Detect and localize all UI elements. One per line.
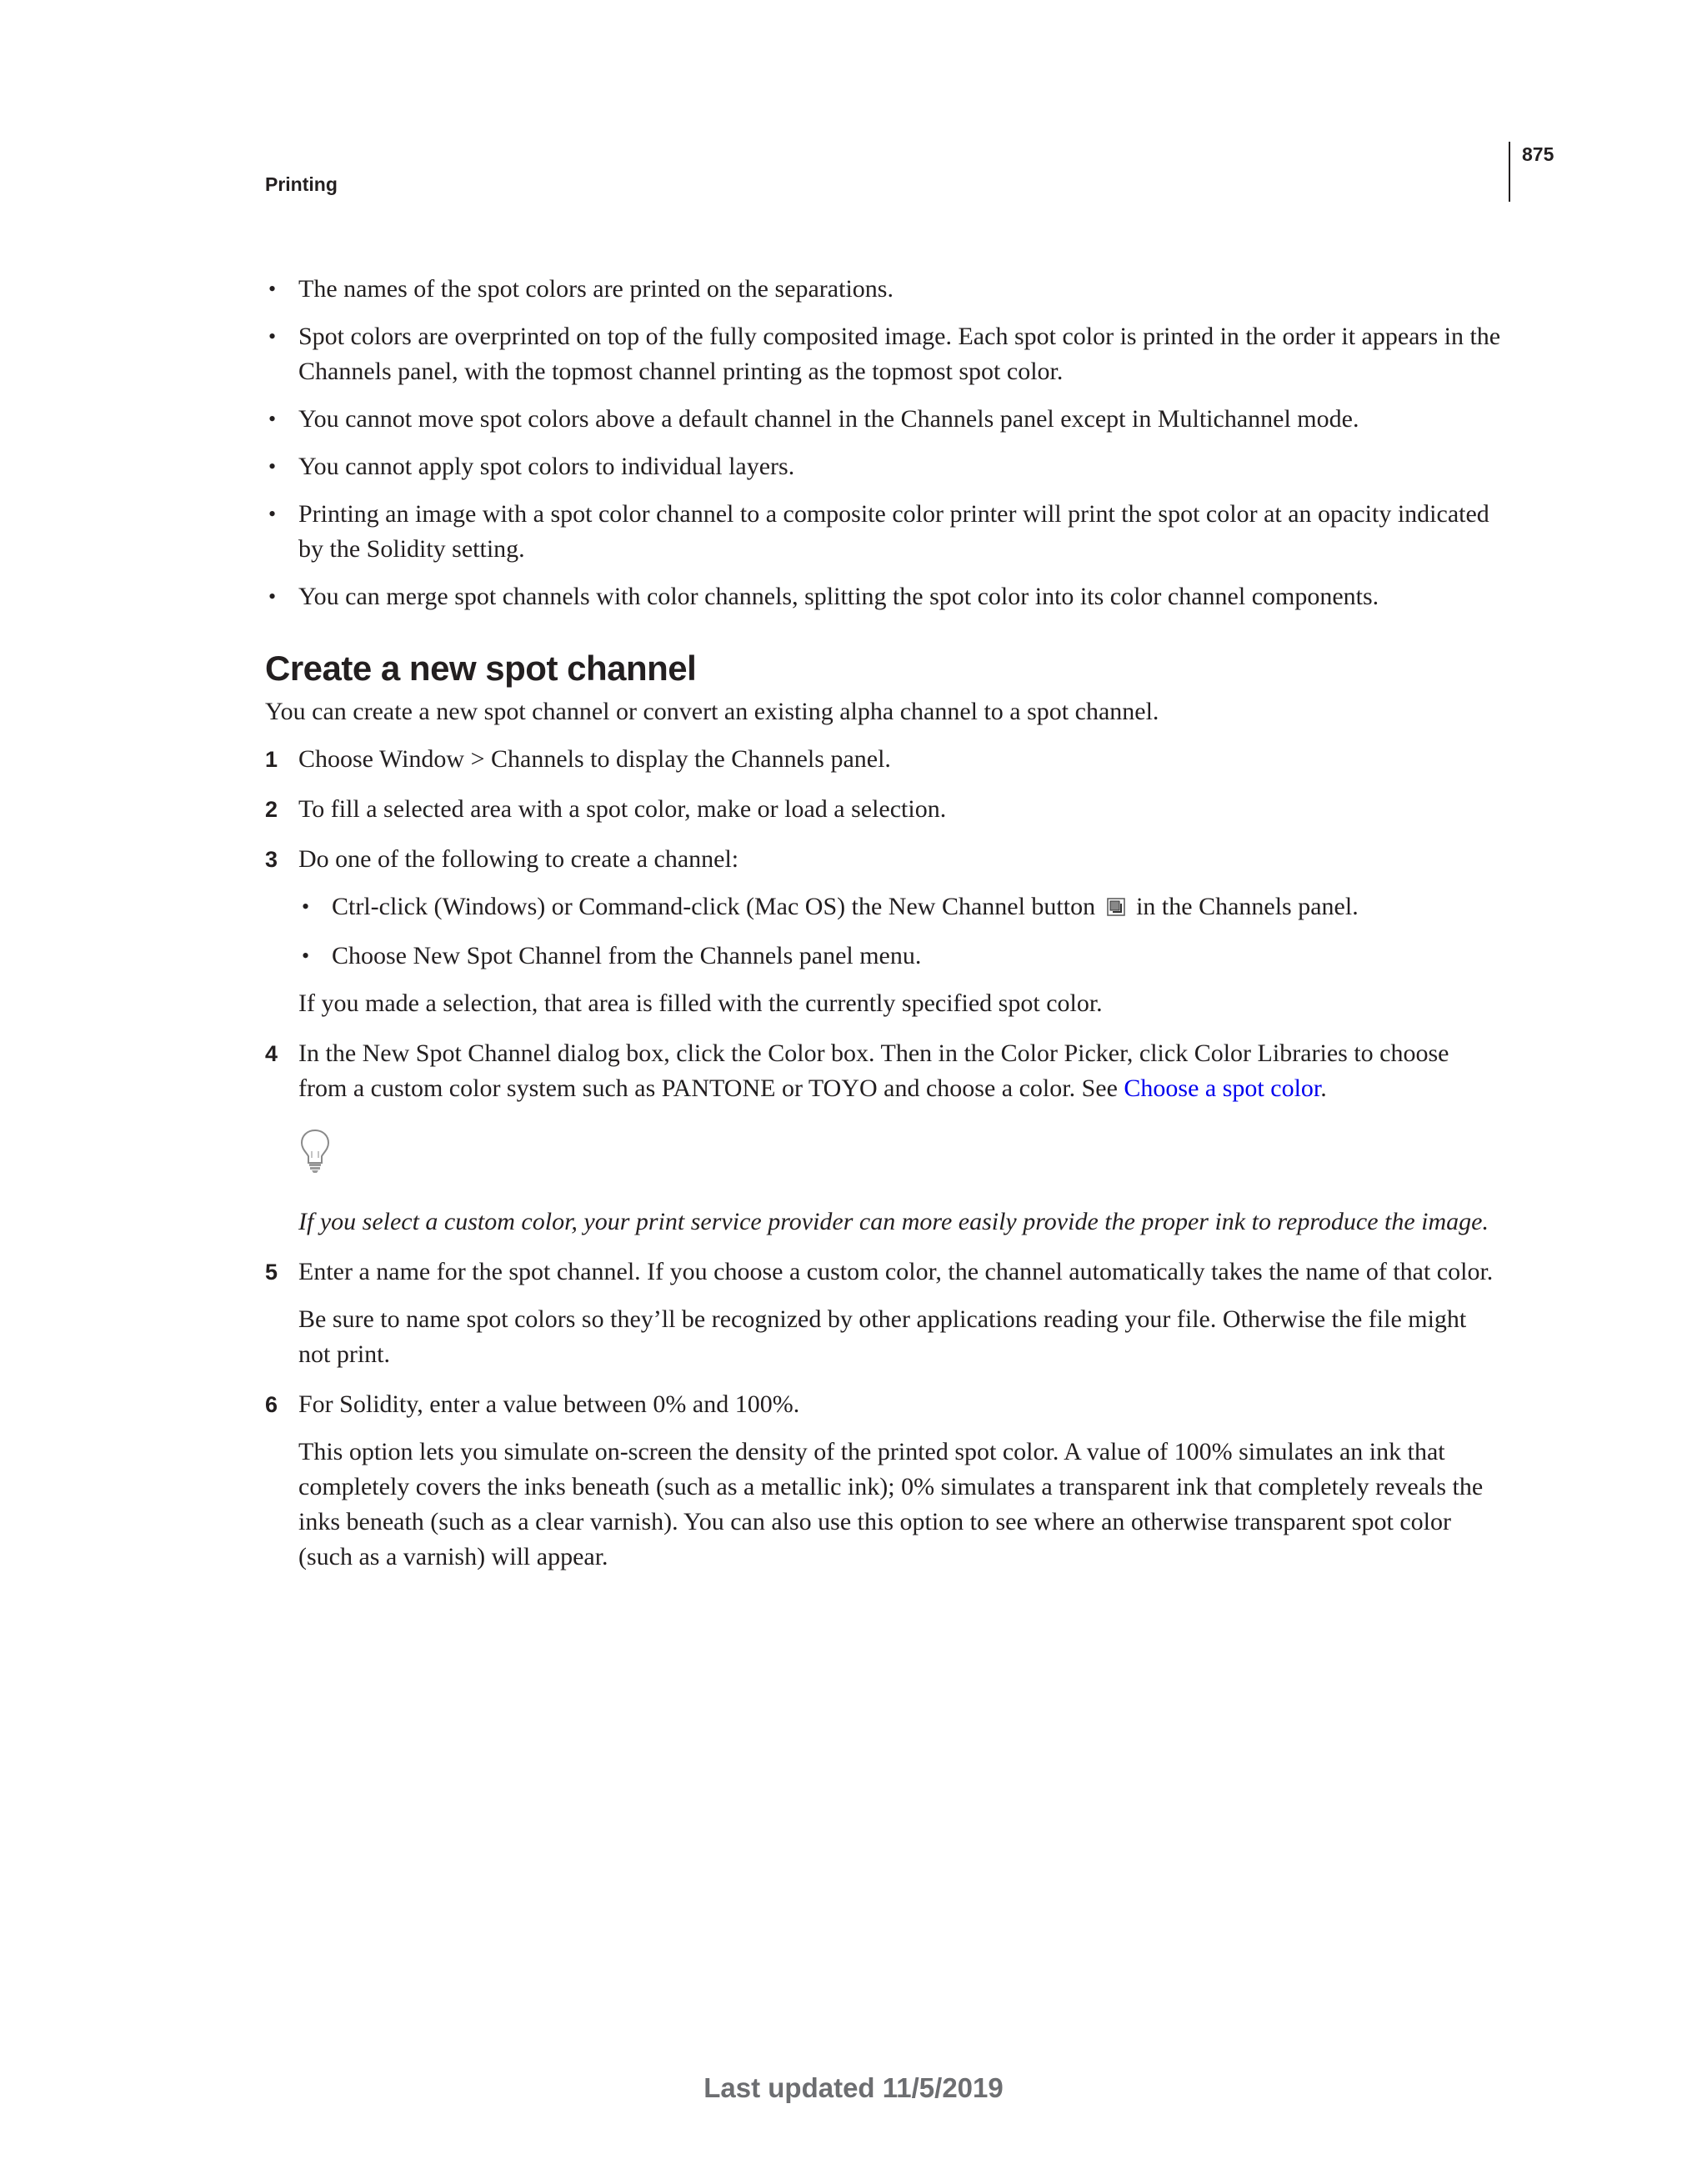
step-number: 3 xyxy=(265,847,278,872)
step-2 xyxy=(265,792,1502,827)
bullet-icon: • xyxy=(268,502,277,526)
step-number: 5 xyxy=(265,1260,278,1285)
step-text: Enter a name for the spot channel. If you choose a custom color, the channel automatically takes the name of that color. xyxy=(298,1258,1494,1286)
steps-list xyxy=(265,742,1502,1575)
section-title: Create a new spot channel xyxy=(265,649,697,688)
step-5 xyxy=(265,1255,1502,1372)
new-channel-icon xyxy=(1107,891,1125,926)
bullet-icon: • xyxy=(302,894,310,919)
step-text: To fill a selected area with a spot color, make or load a selection. xyxy=(298,795,947,823)
bullet-icon: • xyxy=(268,584,277,609)
step-6 xyxy=(265,1387,1502,1575)
bullet-icon: • xyxy=(268,277,277,301)
header-rule xyxy=(1509,142,1510,202)
step-note: This option lets you simulate on-screen the density of the printed spot color. A value of 100% simulates an ink that completely covers the inks beneath (such as a metallic ink); 0% simulates a transparent ink that completely reveals the inks beneath (such as a clear varnish). You can also use this option to see where an otherwise transparent spot color (such as a varnish) will appear. xyxy=(298,1438,1484,1571)
step-number: 2 xyxy=(265,797,278,822)
sub-bullet-list xyxy=(298,889,1502,974)
bullet-icon: • xyxy=(268,324,277,348)
choose-spot-color-link[interactable]: Choose a spot color xyxy=(1124,1074,1321,1103)
step-text: Do one of the following to create a channel: xyxy=(298,845,739,873)
list-item: • Spot colors are overprinted on top of the fully composited image. Each spot color is printed in the order it appears in the Channels panel, with the topmost channel printing as the topmost spot color. xyxy=(265,319,1502,389)
step-1 xyxy=(265,742,1502,777)
step-4 xyxy=(265,1036,1502,1240)
page-content xyxy=(265,272,1502,1590)
bullet-icon: • xyxy=(268,407,277,431)
step-text: In the New Spot Channel dialog box, click the Color box. Then in the Color Picker, click Color Libraries to choose from a custom color system such as PANTONE or TOYO and choose a color. See Choose a spot color. xyxy=(298,1039,1449,1103)
step-note: Be sure to name spot colors so they’ll be recognized by other applications reading your file. Otherwise the file might not print. xyxy=(298,1305,1467,1369)
list-item: • Printing an image with a spot color channel to a composite color printer will print the spot color at an opacity indicated by the Solidity setting. xyxy=(265,497,1502,567)
step-3 xyxy=(265,842,1502,1021)
page-number: 875 xyxy=(1522,143,1554,165)
list-item: • You cannot move spot colors above a default channel in the Channels panel except in Multichannel mode. xyxy=(265,402,1502,437)
intro-bullet-list xyxy=(265,272,1502,614)
list-item: • Ctrl-click (Windows) or Command-click (Mac OS) the New Channel button in the Channels panel. xyxy=(298,889,1502,926)
section-intro: You can create a new spot channel or convert an existing alpha channel to a spot channel. xyxy=(265,698,1159,725)
step-note: If you made a selection, that area is filled with the currently specified spot color. xyxy=(298,989,1103,1018)
step-number: 6 xyxy=(265,1392,278,1418)
bullet-icon: • xyxy=(302,944,310,969)
list-item: • You can merge spot channels with color channels, splitting the spot color into its color channel components. xyxy=(265,579,1502,614)
lightbulb-icon xyxy=(298,1128,1502,1185)
tip-text: If you select a custom color, your print service provider can more easily provide the proper ink to reproduce the image. xyxy=(298,1208,1489,1236)
step-number: 4 xyxy=(265,1041,278,1067)
step-number: 1 xyxy=(265,747,278,772)
list-item: • Choose New Spot Channel from the Channels panel menu. xyxy=(298,939,1502,974)
list-item: • The names of the spot colors are printed on the separations. xyxy=(265,272,1502,307)
step-text: For Solidity, enter a value between 0% and 100%. xyxy=(298,1390,800,1419)
footer-last-updated: Last updated 11/5/2019 xyxy=(703,2072,1004,2103)
list-item: • You cannot apply spot colors to individual layers. xyxy=(265,449,1502,484)
step-text: Choose Window > Channels to display the Channels panel. xyxy=(298,745,891,773)
running-header: Printing xyxy=(265,173,338,195)
bullet-icon: • xyxy=(268,454,277,478)
